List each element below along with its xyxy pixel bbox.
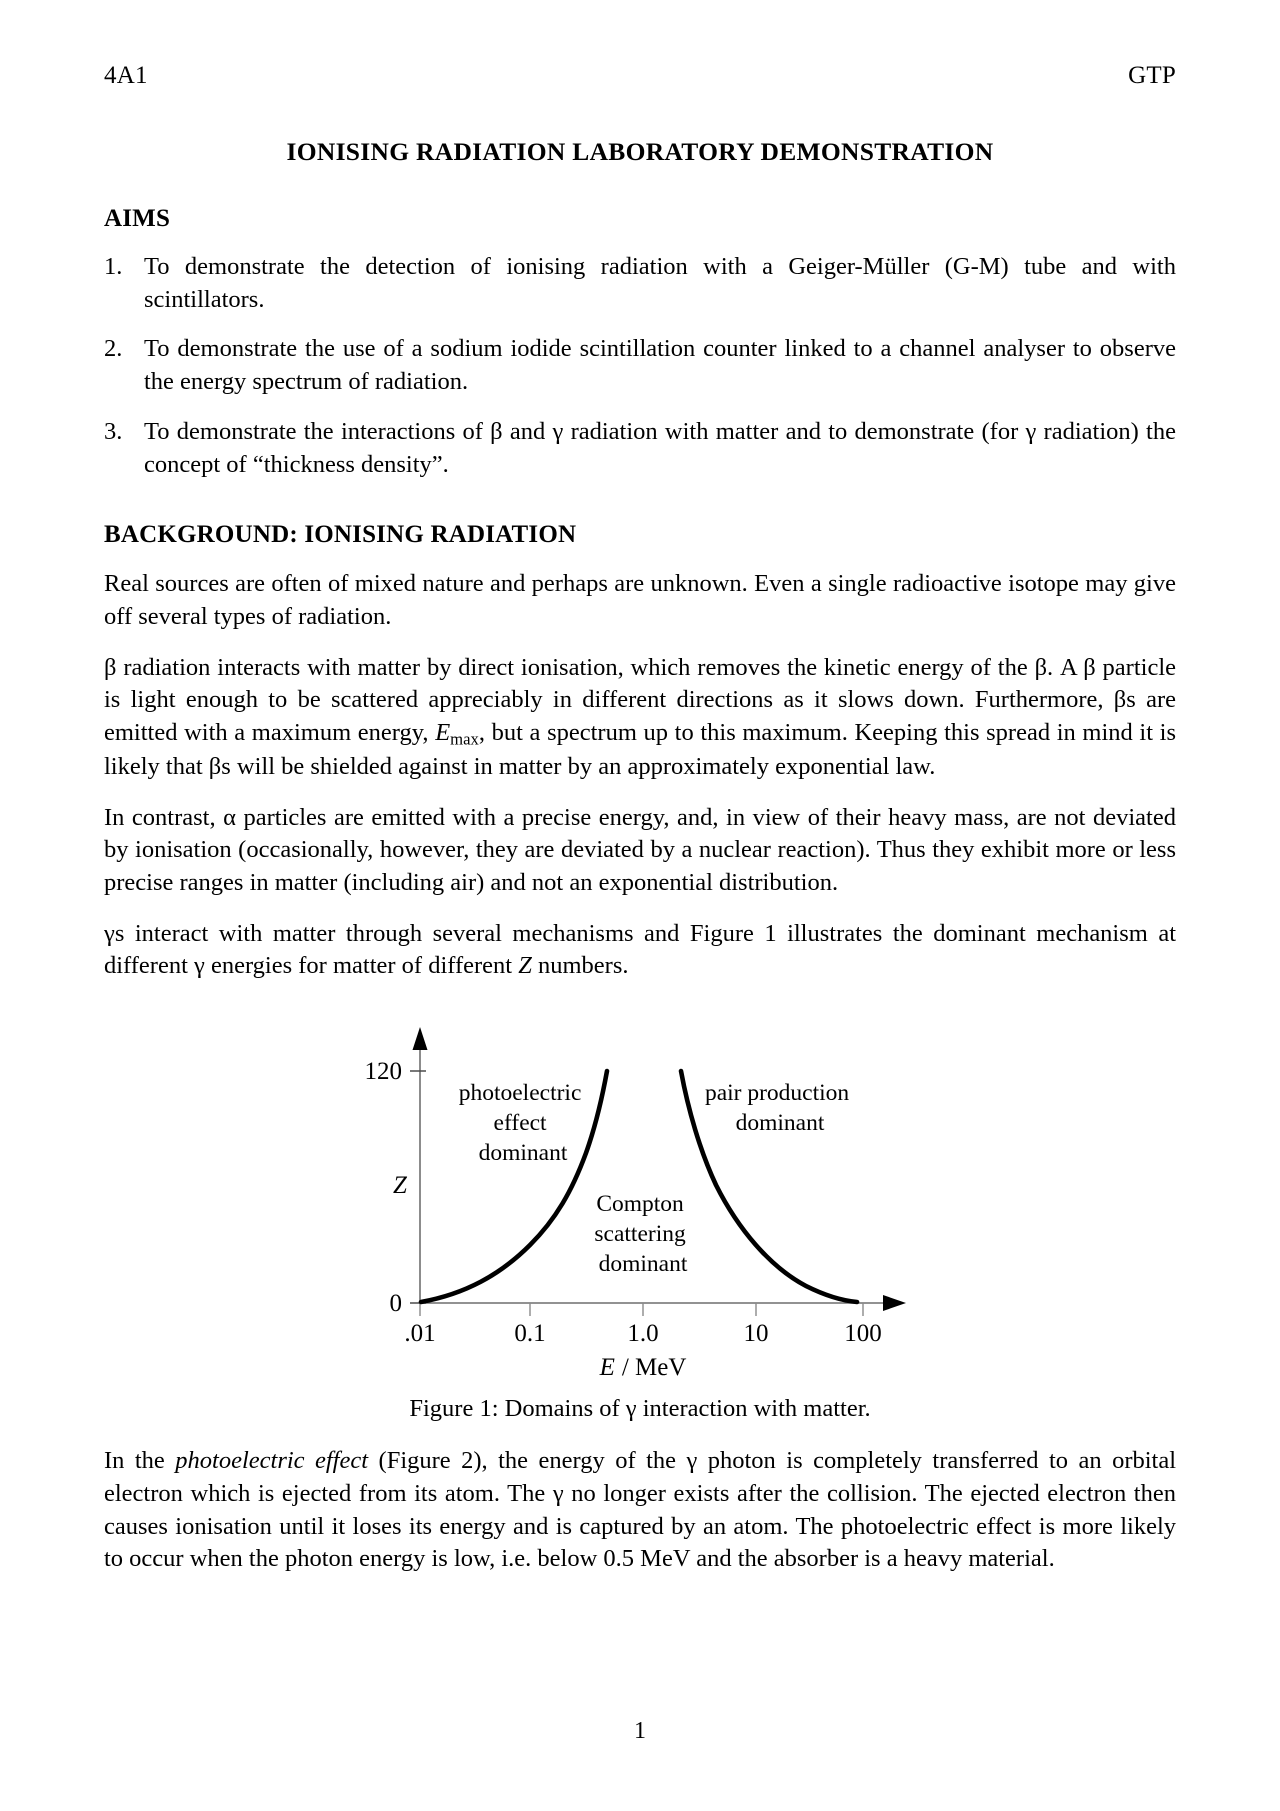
background-body — [104, 568, 1176, 983]
x-axis-arrowhead — [883, 1295, 906, 1311]
annotation-photoelectric-effect-dominant — [459, 1080, 588, 1166]
x-axis-title — [599, 1354, 687, 1378]
emax-symbol: E — [435, 719, 451, 747]
paragraph-gamma-part1: γs interact with matter through several mechanisms and Figure 1 illustrates the dominant mechanism at different γ energies for matter of different — [104, 919, 1176, 980]
paragraph-beta-radiation — [104, 652, 1176, 784]
annotation-line: photoelectric — [458, 1080, 582, 1107]
paragraph-photo-part2: (Figure 2), the energy of the γ photon is completely transferred to an orbital electron which is ejected from its atom. The γ no longer exists after the collision. The ejected electron then causes ionisation until it loses its energy and is captured by an atom. The photoelectric effect is more likely to occur when the photon energy is low, i.e. below 0.5 MeV and the absorber is a heavy material. — [104, 1447, 1177, 1573]
x-tick-label-1p0: 1.0 — [627, 1320, 659, 1348]
paragraph-real-sources: Real sources are often of mixed nature and perhaps are unknown. Even a single radioactive isotope may give off several types of radiation. — [104, 570, 1176, 630]
document-title: IONISING RADIATION LABORATORY DEMONSTRATION — [286, 137, 994, 166]
paragraph-beta-part1: β radiation interacts with matter by direct ionisation, which removes the kinetic energy of the β. A β particle is light enough to be scattered appreciably in different directions as it slows down. Furthermore, βs are emitted with a maximum energy, — [104, 653, 1176, 747]
list-item-text: To demonstrate the detection of ionising radiation with a Geiger-Müller (G-M) tube and with scintillators. — [144, 253, 1176, 313]
header-left-code: 4A1 — [104, 62, 148, 89]
paragraph-alpha-particles: In contrast, α particles are emitted with a precise energy, and, in view of their heavy mass, are not deviated by ionisation (occasionally, however, they are deviated by a nuclear reaction). Thus they exhibit more or less precise ranges in matter (including air) and not an exponential distribution. — [104, 803, 1176, 897]
list-marker: 1. — [104, 253, 123, 280]
annotation-pair-production-dominant — [705, 1080, 855, 1136]
y-tick-label-0: 0 — [389, 1290, 402, 1318]
aims-list-item — [104, 251, 1176, 316]
annotation-line: dominant — [735, 1110, 825, 1137]
annotation-line: dominant — [478, 1140, 568, 1167]
x-axis-title-rest: / MeV — [621, 1354, 687, 1379]
paragraph-photo-part1: In the — [104, 1447, 165, 1475]
aims-list-item — [104, 416, 1176, 481]
y-tick-label-120: 120 — [364, 1058, 402, 1086]
photoelectric-body — [104, 1445, 1176, 1576]
annotation-compton-scattering-dominant — [594, 1191, 691, 1277]
y-axis-arrowhead — [413, 1027, 428, 1050]
aims-list — [104, 251, 1176, 481]
emax-symbol-group — [429, 719, 479, 749]
header-right-code: GTP — [1128, 62, 1176, 89]
gamma-domains-chart — [360, 1013, 920, 1378]
annotation-line: effect — [493, 1110, 547, 1137]
running-header — [104, 62, 1176, 90]
annotation-line: scattering — [594, 1221, 686, 1248]
photoelectric-effect-italic: photoelectric effect — [175, 1447, 369, 1475]
annotation-line: dominant — [598, 1251, 688, 1278]
list-item-text: To demonstrate the interactions of β and γ radiation with matter and to demonstrate (for γ radiation) the concept of “thickness density”. — [144, 417, 1176, 478]
figure-1 — [104, 1013, 1176, 1423]
page-number: 1 — [634, 1718, 646, 1744]
annotation-line: pair production — [704, 1080, 850, 1107]
figure-1-caption: Figure 1: Domains of γ interaction with matter. — [409, 1395, 871, 1423]
paragraph-gamma-mechanisms — [104, 918, 1176, 983]
x-axis-title-symbol: E — [599, 1354, 615, 1379]
aims-list-item — [104, 333, 1176, 398]
list-marker: 3. — [104, 417, 123, 445]
paragraph-beta-part2: , but a spectrum up to this maximum. Keeping this spread in mind it is likely that βs will be shielded against in matter by an approximately exponential law. — [104, 719, 1177, 780]
y-axis-title: Z — [393, 1172, 407, 1200]
section-heading-background: BACKGROUND: IONISING RADIATION — [104, 521, 577, 549]
x-tick-label-0p1: 0.1 — [514, 1320, 546, 1348]
x-tick-label-10: 10 — [743, 1320, 769, 1348]
x-tick-label-100: 100 — [844, 1320, 882, 1348]
figure-1-graphic — [360, 1013, 920, 1378]
section-heading-aims: AIMS — [104, 205, 171, 232]
emax-subscript: max — [450, 729, 479, 749]
list-marker: 2. — [104, 335, 123, 363]
x-tick-label-0p01: .01 — [404, 1320, 436, 1348]
paragraph-gamma-part2: numbers. — [538, 952, 629, 980]
z-symbol: Z — [518, 952, 532, 980]
annotation-line: Compton — [596, 1191, 684, 1218]
list-item-text: To demonstrate the use of a sodium iodide scintillation counter linked to a channel analyser to observe the energy spectrum of radiation. — [144, 335, 1176, 396]
paragraph-photoelectric-effect — [104, 1445, 1176, 1576]
